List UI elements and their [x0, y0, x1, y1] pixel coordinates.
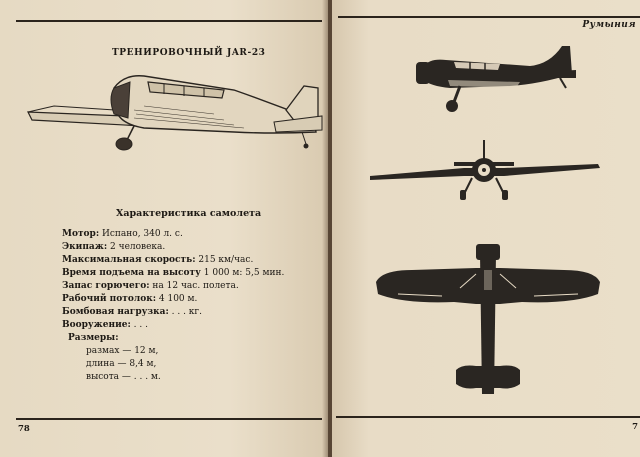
bottom-rule [16, 418, 322, 420]
dimension-span: размах — 12 м, [86, 346, 159, 356]
page-number-right: 7 [632, 422, 638, 432]
page-number-left: 78 [18, 424, 30, 434]
aircraft-side-illustration [24, 70, 324, 160]
spec-crew: Экипаж: 2 человека. [62, 242, 166, 252]
spec-bomb-load: Бомбовая нагрузка: . . . кг. [62, 307, 203, 317]
country-label: Румыния [582, 20, 636, 30]
aircraft-title: ТРЕНИРОВОЧНЫЙ JAR-23 [112, 48, 266, 58]
silhouette-top-view [372, 244, 604, 404]
section-heading: Характеристика самолета [116, 208, 262, 219]
dimension-height: высота — . . . м. [86, 372, 161, 382]
spec-armament: Вооружение: . . . [62, 320, 148, 330]
spec-dimensions: Размеры: [68, 333, 119, 343]
silhouette-side-view [410, 40, 580, 118]
spec-max-speed: Максимальная скорость: 215 км/час. [62, 255, 254, 265]
bottom-rule-right [336, 416, 640, 418]
spec-engine: Мотор: Испано, 340 л. с. [62, 229, 183, 239]
silhouette-front-view [368, 138, 600, 204]
top-rule [16, 20, 322, 22]
spec-ceiling: Рабочий потолок: 4 100 м. [62, 294, 198, 304]
spec-climb-time: Время подъема на высоту 1 000 м: 5,5 мин. [62, 268, 285, 278]
spec-fuel: Запас горючего: на 12 час. полета. [62, 281, 239, 291]
top-rule-right [338, 16, 640, 18]
dimension-length: длина — 8,4 м, [86, 359, 157, 369]
right-page [332, 0, 640, 457]
spec-list [62, 228, 284, 384]
